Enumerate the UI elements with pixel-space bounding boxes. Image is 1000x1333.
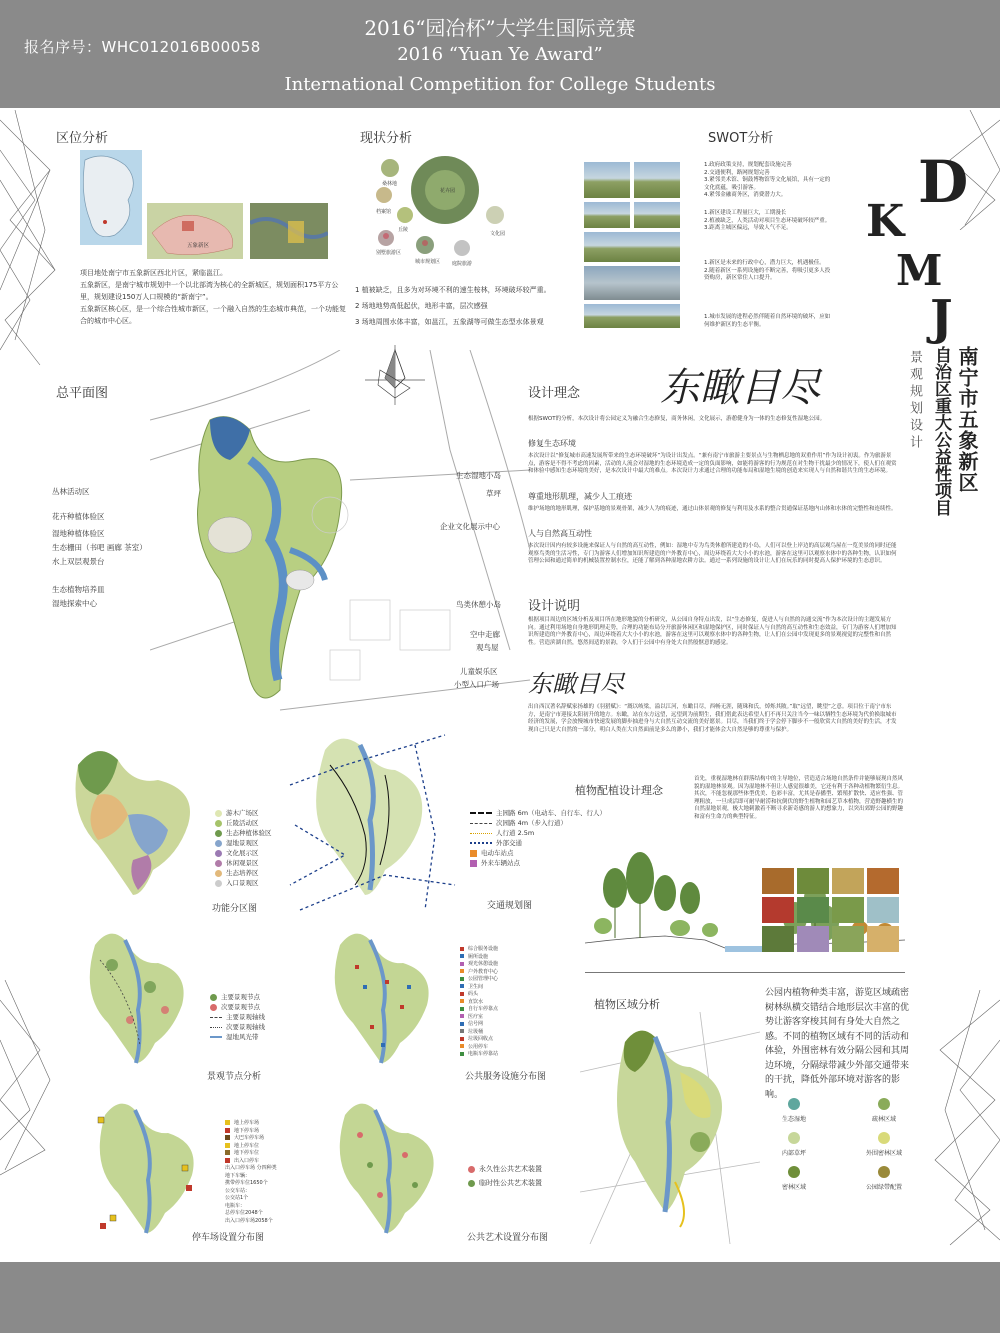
explanation-p1: 根据项目周边的区域分析及项目所在地形地貌的分析研究，从公园自身特点出发，以“生态修复，促进人与自然的沟通交流”作为本次设计的主题发展方向。通过利用场地自身地形肌理走势，合理的功能布局分开旅游休闲区和湿地保护区，同时保证人与自然的高互动性和生态效益，专门为游客人们增加知识所建造的户外教育中心，周边环绕着大大小小的水池，游客在这里可以观察水体中的各种生物，让人们在公园中发现更多的景观视觉的完整性和自然性。营造滨湖自然，悠然间适的景韵，令人们于公园中有身处大自然般惬意的感觉。 <box>528 617 897 646</box>
plant-zone-map <box>580 1012 760 1244</box>
plan-label-right: 儿童娱乐区 <box>460 667 498 676</box>
project-subtitle: 自治区重大公益性项目 <box>931 346 951 516</box>
footer-bar <box>0 1262 1000 1333</box>
parking-legend: 地上停车场 地下停车场 大巴车停车场 地上停车位 地下停车位 出入口停车 出入口停车场 分四种类 地下车辆： 携带停车位1650个 公交车站： 公交站1个 电瓶车： 总停车位2048个 出入口停车场2058个 <box>225 1120 277 1224</box>
plant-zone-text: 公园内植物种类丰富，游览区域疏密树林纵横交错结合地形层次丰富的优势让游客穿梭其间有身处大自然之感。不同的植物区域有不同的活动和体验，外围密林有效分隔公园和其周边环境，分隔绿带减少外部交通带来的干扰，降低外部环境对游客的影响。 <box>765 988 910 1100</box>
logo-letter-j: J <box>930 290 953 346</box>
section-baseline <box>585 972 905 973</box>
public-service-map <box>315 925 455 1065</box>
plant-photo <box>867 868 899 894</box>
calligraphy-small: 东瞰目尽 <box>528 670 624 698</box>
concept-sub3: 人与自然高互动性 <box>528 529 592 538</box>
plan-label-right: 生态湿地小岛 <box>456 471 501 480</box>
public-art-map <box>320 1095 460 1240</box>
swot-photo <box>634 202 680 228</box>
plan-label-right: 草坪 <box>486 489 501 498</box>
legend-swatch <box>878 1166 890 1178</box>
art-legend: 永久性公共艺术装置 临时性公共艺术装置 <box>468 1162 542 1190</box>
logo-letter-m: M <box>896 246 943 295</box>
plan-label-left: 湿地种植体验区 <box>52 529 105 538</box>
logo-letter-k: K <box>866 196 905 247</box>
plant-photo <box>762 926 794 952</box>
status-node-label: 庭院旅游 <box>452 261 473 267</box>
registration-number: 报名序号：WHC012016B00058 <box>24 38 261 56</box>
project-name: 南宁市五象新区 <box>955 346 979 493</box>
swot-title: SWOT分析 <box>708 131 774 146</box>
planting-photo-grid <box>762 868 900 952</box>
plant-photo <box>762 868 794 894</box>
parking-map <box>80 1095 220 1240</box>
nodes-legend: 主要景观节点 次要景观节点 主要景观轴线 次要景观轴线 湿地风光带 <box>210 992 265 1042</box>
plan-label-left: 水上双层观景台 <box>52 557 105 566</box>
concept-sub2: 尊重地形肌理，减少人工痕迹 <box>528 492 632 501</box>
project-type: 景观规划设计 <box>907 350 922 452</box>
swot-photo <box>584 162 630 198</box>
landscape-nodes-caption: 景观节点分析 <box>207 1072 262 1082</box>
service-legend: 综合服务设施 厕所设施 观光休憩设施 户外教育中心 公园管理中心 卫生间 码头 直饮水 自行车停靠点 医疗室 信号网 垃圾桶 垃圾回收点 公用停车 电瓶车停靠站 <box>460 946 498 1059</box>
competition-title-en2: International Competition for College Students <box>284 74 716 95</box>
plant-photo <box>797 897 829 923</box>
function-legend: 游木广场区 丘陵活动区 生态种植体验区 湿地景观区 文化展示区 休闲观景区 生态培养区 入口景观区 <box>215 808 272 888</box>
plan-label-right: 鸟类休憩小岛 <box>456 600 501 609</box>
plant-photo <box>797 868 829 894</box>
legend-swatch <box>788 1166 800 1178</box>
swot-photo <box>634 162 680 198</box>
swot-photo <box>584 202 630 228</box>
plan-label-right: 观鸟屋 <box>476 643 499 652</box>
location-text: 项目地处南宁市五象新区西北片区，紧临邕江。 五象新区，是南宁城市规划中一个以北部湾为核心的全新城区，规划面积175平方公里，规划建设150万人口规模的“新南宁”。 五象新区核心区，是一个综合性城市新区，一个融入自然的生态城市典范，一个功能复合的城市中心区。 <box>80 269 346 325</box>
status-node-label: 丘陵 <box>398 227 409 233</box>
wireframe-decoration-right <box>930 990 1000 1250</box>
plant-photo <box>797 926 829 952</box>
swot-weaknesses: 1.新区建设工程量巨大，工期漫长 2.植被缺乏，人类活动对项目生态环境破坏较严重。 3.距离主城区偏远，导致人气不足。 <box>704 210 831 231</box>
function-zoning-map <box>58 735 208 900</box>
plant-photo <box>832 868 864 894</box>
legend-label: 疏林区域 <box>872 1116 897 1123</box>
status-text: 1 植被缺乏，且多为对环境不利的速生桉林，环境破坏较严重。 2 场地地势高低起伏，地形丰富，层次感强 3 场地周围水体丰富，如邕江，五象湖等可做生态型水体景观 <box>355 286 551 326</box>
public-art-caption: 公共艺术设置分布图 <box>467 1233 549 1243</box>
status-node-label: 文化园 <box>490 231 506 237</box>
traffic-planning-caption: 交通规划图 <box>487 901 533 911</box>
concept-p3: 本次设计因内有较多设施来保证人与自然的高互动性，例如：湿地中专为鸟类休憩所建造的小岛，人们可以登上岸边的高层观鸟屋在一览美景的同时还能观察鸟类的生活习性，专门为游客人们增加知识所建造的户外教育中心，周边环绕着大大小小的水池，游客在这里可以观察水体中的各种生物，认识如何管理公园和通过简单的机械装置控制水位，还能了解到各种湿地农耕方法。通过一系列设施的设计让人们在玩乐的同时提高人保护环境的生态意识。 <box>528 543 897 564</box>
district-map <box>147 203 243 259</box>
legend-swatch <box>878 1098 890 1110</box>
swot-photo <box>584 266 680 300</box>
competition-title-cn: 2016“园冶杯”大学生国际竞赛 <box>364 16 636 40</box>
planting-concept-title: 植物配植设计理念 <box>575 784 663 797</box>
plant-photo <box>867 897 899 923</box>
district-map-label: 五象新区 <box>187 243 210 249</box>
plan-label-left: 丛林活动区 <box>52 487 90 496</box>
plan-label-right: 空中走廊 <box>470 630 500 639</box>
swot-opportunities: 1.新区是未来的行政中心，潜力巨大，机遇极佳。 2.随着新区一系列设施的不断完善，将吸引更多人投资购房，新区常住人口提升。 <box>704 260 831 281</box>
traffic-legend: 主园路 6m（电动车、自行车、行人） 次园路 4m（步入行道） 人行道 2.5m 外部交通 电动车站点 外来车辆站点 <box>470 808 606 868</box>
plant-photo <box>762 897 794 923</box>
location-analysis-title: 区位分析 <box>56 131 109 146</box>
plan-label-left: 花卉种植体验区 <box>52 512 105 521</box>
legend-swatch <box>878 1132 890 1144</box>
status-node-label: 城市规划区 <box>415 259 441 265</box>
wireframe-decoration-left <box>0 110 60 370</box>
status-node-label: 桑林地 <box>382 181 398 187</box>
swot-photo <box>584 304 680 328</box>
legend-label: 内部草坪 <box>782 1150 807 1157</box>
legend-label: 生态湿地 <box>782 1116 807 1123</box>
plant-zone-title: 植物区域分析 <box>594 998 660 1011</box>
traffic-planning-map <box>285 725 460 915</box>
legend-swatch <box>788 1132 800 1144</box>
concept-p2: 维护场地的地形肌理，保护基地的景观骨架，减少人为的痕迹，通过山体景观的修复与利用及水系的整合贯通保证基地内山体和水体的完整性和连续性。 <box>528 506 897 512</box>
plan-label-right: 企业文化展示中心 <box>440 522 500 531</box>
legend-label: 公园绿带配置 <box>866 1184 903 1191</box>
concept-intro: 根据SWOT的分析，本次设计将公园定义为融合生态修复，商务休闲，文化展示，游憩健身为一体的生态修复性湿地公园。 <box>528 416 826 422</box>
plant-zone-legend <box>770 1098 920 1198</box>
plan-label-left: 湿地探索中心 <box>52 599 97 608</box>
planting-concept-text: 首先，重视湿地林在群落结构中的主导地位，营造适合场地自然条件并能够展现自然风貌的湿地林景观。因为湿地林不但让人感觉很雄美，它还有利于各种动植物繁衍生息。其次，不能忽视那些体型优美、色彩丰富，尤其是春播型、繁殖扩散快、适应性强、管理粗放，一旦成活即可耐旱耐涝和抗倒伏的野生植物和园艺草本植物，营造野趣横生的自然湿地景观，极大地刺激着不断寻求新奇感的游人的想象力，以突出郊野公园的野趣和富有生命力的典型特征。 <box>694 776 904 820</box>
swot-strengths: 1.政府政策支持，规划配套设施完善 2.交通便利，路网规划完善 3.紧邻美术馆、铜鼓博物馆等文化展馆，具有一定的文化底蕴，吸引游客。 4.紧邻金融商务区，消费潜力大。 <box>704 162 831 198</box>
competition-title-en1: 2016 “Yuan Ye Award” <box>397 44 603 65</box>
parking-caption: 停车场设置分布图 <box>192 1233 265 1243</box>
design-concept-title: 设计理念 <box>528 386 581 401</box>
wireframe-decoration-left-bottom <box>0 980 60 1180</box>
explanation-p2: 出自西汉著名辞赋家扬雄的《羽猎赋》：“溉以岐梁，溢以江河，东瞰目尽，西畅无涯，随珠和氏，焯烁其陂。”取“远望，眺望”之意。项目位于南宁市东方，是南宁市迎接太阳初升的地方。东瞰，站在东方远望，远望到为前期生，我们借此表达希望人们不再只关注当今一味以牺牲生态环境为代价换取城市经济的发展，学会放慢城市快速发展的脚步抽进身与大自然互动交流的美好愿景。目尽，当我们终于学会停下脚步不一般欣赏大自然的美好的生活，才发现自己只是大自然的一部分，明白人类在大自然面前是多么的渺小，我们才能体会大自然是够的尊重与保护。 <box>528 704 897 733</box>
status-node-label: 别墅旅游区 <box>376 250 402 256</box>
plant-photo <box>867 926 899 952</box>
swot-threats: 1.城市发展的进程必然伴随着自然环境的破坏，应如何维护新区的生态平衡。 <box>704 314 831 328</box>
status-analysis-title: 现状分析 <box>360 131 413 146</box>
swot-photo <box>584 232 680 262</box>
plant-photo <box>832 897 864 923</box>
public-service-caption: 公共服务设施分布图 <box>465 1072 547 1082</box>
concept-p1: 本次设计以“修复城市高速发展所带来的生态环境破坏”为设计出发点。“兼有南宁市旅游主要景点与生物栖息地的双重作用”作为设计初衷。作为旅游景点，游客是不得不考虑的因素，活动的人流会对湿地的生态环境造成一定的负面影响，如能将游客的行为规范在对生物干扰最少的情况下，使人们在观赏和体验中感知生态环境的美好，是本次设计中最大的难点。本次设计力求通过合理的功能布局和湿地生境的创造来实现人与自然和谐共生的生态环境。 <box>528 453 897 474</box>
site-aerial-photo <box>250 203 328 259</box>
legend-swatch <box>788 1098 800 1110</box>
legend-label: 密林区域 <box>782 1184 807 1191</box>
legend-label: 外围密林区域 <box>866 1150 903 1157</box>
concept-sub1: 修复生态环境 <box>528 439 576 448</box>
header-banner <box>0 0 1000 108</box>
status-node-label: 花卉园 <box>440 188 456 194</box>
plan-label-right: 小型入口广场 <box>454 680 499 689</box>
plan-label-left: 生态植物培养皿 <box>52 585 105 594</box>
function-zoning-caption: 功能分区图 <box>212 904 258 914</box>
calligraphy-title: 东瞰目尽 <box>660 365 820 411</box>
logo-letter-d: D <box>918 148 969 216</box>
status-bubble-diagram <box>370 150 530 275</box>
landscape-nodes-map <box>70 925 210 1065</box>
china-map <box>80 150 142 245</box>
plan-label-left: 生态栅田（书吧 画廊 茶室） <box>52 543 147 552</box>
master-plan-title: 总平面图 <box>56 386 109 401</box>
plant-photo <box>832 926 864 952</box>
status-node-label: 档案馆 <box>376 209 392 215</box>
design-explanation-title: 设计说明 <box>528 599 581 614</box>
